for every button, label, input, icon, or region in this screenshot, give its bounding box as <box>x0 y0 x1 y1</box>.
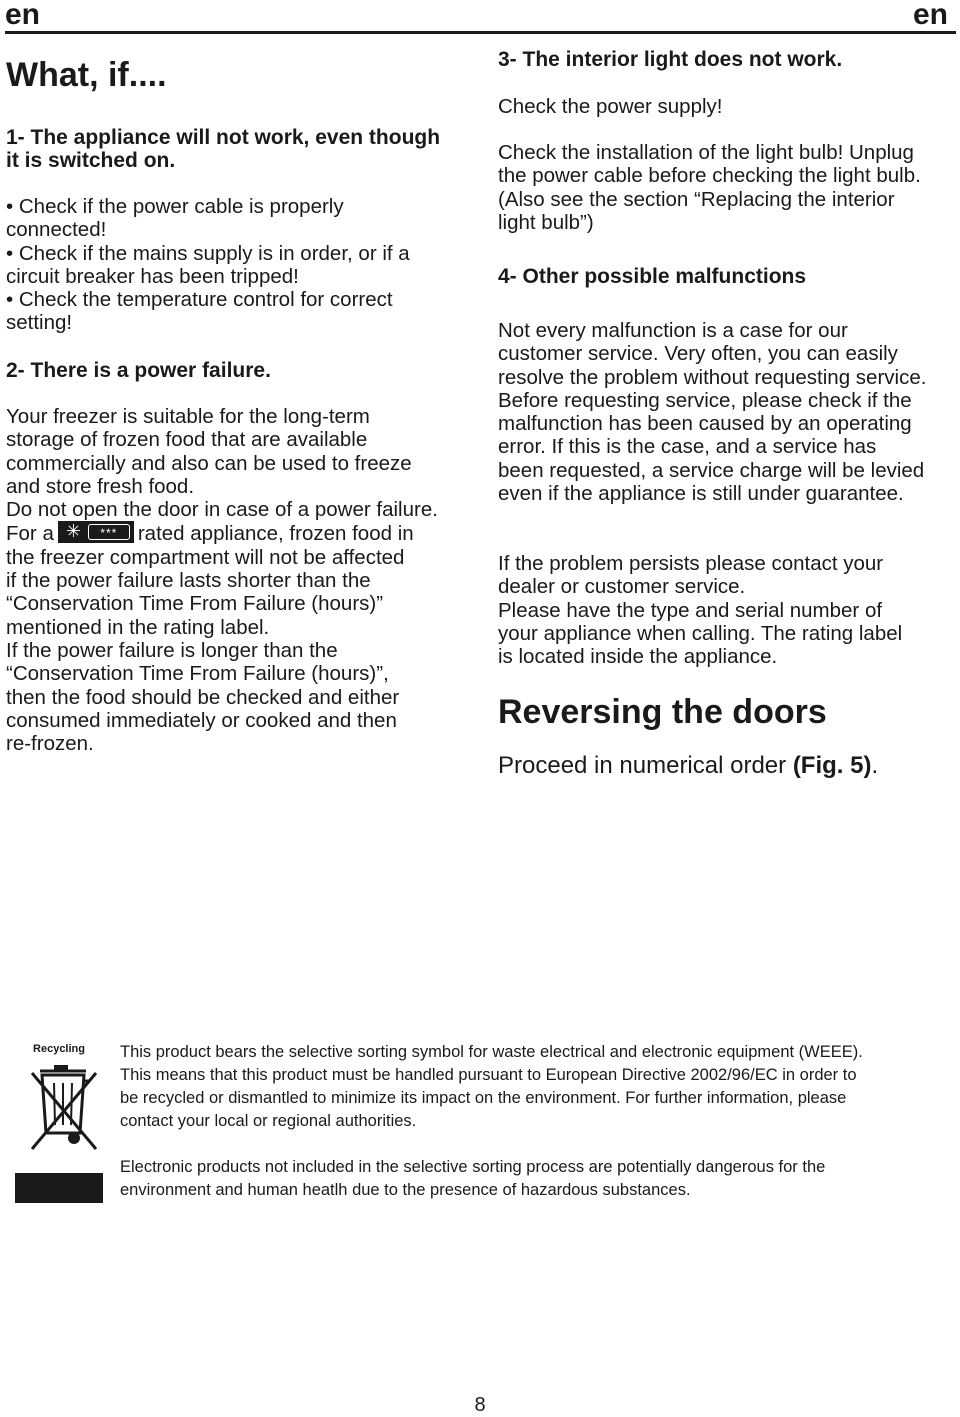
text-line: been requested, a service charge will be levied <box>498 458 925 482</box>
text-line-with-badge <box>6 521 438 545</box>
text-line: contact your local or regional authorities. <box>120 1112 417 1130</box>
section-4-body <box>498 319 926 505</box>
text-fragment: rated appliance, frozen food in <box>137 522 414 546</box>
text-line: commercially and also can be used to freeze <box>6 451 412 475</box>
text-line: This means that this product must be handled pursuant to European Directive 2002/96/EC in order to <box>120 1066 857 1084</box>
text-line: Check the installation of the light bulb! Unplug <box>498 141 914 164</box>
heading-line: 1- The appliance will not work, even though <box>6 126 441 149</box>
section-2-body <box>6 405 438 755</box>
instruction-text: Proceed in numerical order <box>498 752 787 779</box>
text-line: your appliance when calling. The rating label <box>498 621 903 645</box>
section-4-heading: 4- Other possible malfunctions <box>498 265 807 288</box>
text-line: Do not open the door in case of a power failure. <box>6 498 438 522</box>
text-line: error. If this is the case, and a service has <box>498 435 877 459</box>
instruction-period: . <box>871 752 879 779</box>
heading-line: it is switched on. <box>6 149 176 172</box>
text-line: Before requesting service, please check if the <box>498 388 912 412</box>
text-line: customer service. Very often, you can easily <box>498 342 898 366</box>
text-line: is located inside the appliance. <box>498 645 778 669</box>
text-line: if the power failure lasts shorter than the <box>6 569 371 593</box>
figure-reference: (Fig. 5) <box>792 752 872 779</box>
text-line: mentioned in the rating label. <box>6 615 270 639</box>
reversing-doors-title: Reversing the doors <box>498 693 827 731</box>
text-line: connected! <box>6 218 107 242</box>
weee-recycling-symbol <box>14 1037 104 1203</box>
text-fragment: For a <box>6 522 54 546</box>
text-line: If the power failure is longer than the <box>6 638 338 662</box>
text-line: “Conservation Time From Failure (hours)”, <box>6 662 389 686</box>
text-line: “Conservation Time From Failure (hours)” <box>6 592 384 616</box>
text-line: consumed immediately or cooked and then <box>6 708 397 732</box>
language-code-right: en <box>913 0 949 31</box>
text-line: setting! <box>6 311 73 335</box>
weee-notice <box>120 1041 863 1133</box>
text-line: circuit breaker has been tripped! <box>6 264 299 288</box>
text-line: • Check if the mains supply is in order, or if a <box>6 241 410 265</box>
text-line: • Check the temperature control for correct <box>6 288 393 312</box>
recycling-label: Recycling <box>33 1043 85 1055</box>
text-line: (Also see the section “Replacing the interior <box>498 187 895 211</box>
section-3-heading: 3- The interior light does not work. <box>498 48 843 71</box>
text-line: If the problem persists please contact your <box>498 552 884 575</box>
text-line: even if the appliance is still under guarantee. <box>498 482 904 506</box>
text-line: dealer or customer service. <box>498 575 746 599</box>
text-line: malfunction has been caused by an operating <box>498 412 912 436</box>
text-line: and store fresh food. <box>6 474 195 498</box>
text-line: • Check if the power cable is properly <box>6 195 344 218</box>
reversing-doors-instruction <box>498 752 878 780</box>
section-5-body <box>498 552 902 668</box>
text-line: re-frozen. <box>6 732 94 756</box>
language-code-left: en <box>5 0 41 31</box>
text-line: environment and human heatlh due to the presence of hazardous substances. <box>120 1181 691 1199</box>
hazardous-substances-notice <box>120 1156 825 1202</box>
text-line: resolve the problem without requesting service. <box>498 365 927 389</box>
text-line: Not every malfunction is a case for our <box>498 319 848 342</box>
freezer-star-rating-icon: ✳ *** <box>58 521 134 543</box>
text-line: Your freezer is suitable for the long-term <box>6 405 370 428</box>
page-number: 8 <box>474 1394 486 1416</box>
text-line: Electronic products not included in the selective sorting process are potentially dangerous for the <box>120 1158 826 1176</box>
section-3-check: Check the power supply! <box>498 95 723 118</box>
text-line: then the food should be checked and either <box>6 685 400 709</box>
text-line: Please have the type and serial number of <box>498 598 883 622</box>
text-line: the power cable before checking the light bulb. <box>498 164 921 188</box>
section-3-body <box>498 141 921 234</box>
section-1-checklist <box>6 195 410 335</box>
header-rule <box>5 31 956 34</box>
text-line: storage of frozen food that are available <box>6 428 368 452</box>
text-line: This product bears the selective sorting symbol for waste electrical and electronic equipment (WEEE). <box>120 1043 863 1061</box>
section-2-heading: 2- There is a power failure. <box>6 359 271 382</box>
text-line: light bulb”) <box>498 210 594 234</box>
text-line: be recycled or dismantled to minimize its impact on the environment. For further information, please <box>120 1089 847 1107</box>
page-title: What, if.... <box>6 56 167 94</box>
text-line: the freezer compartment will not be affected <box>6 545 405 569</box>
crossed-out-wheelie-bin-icon <box>14 1037 104 1203</box>
section-1-heading <box>6 126 440 172</box>
